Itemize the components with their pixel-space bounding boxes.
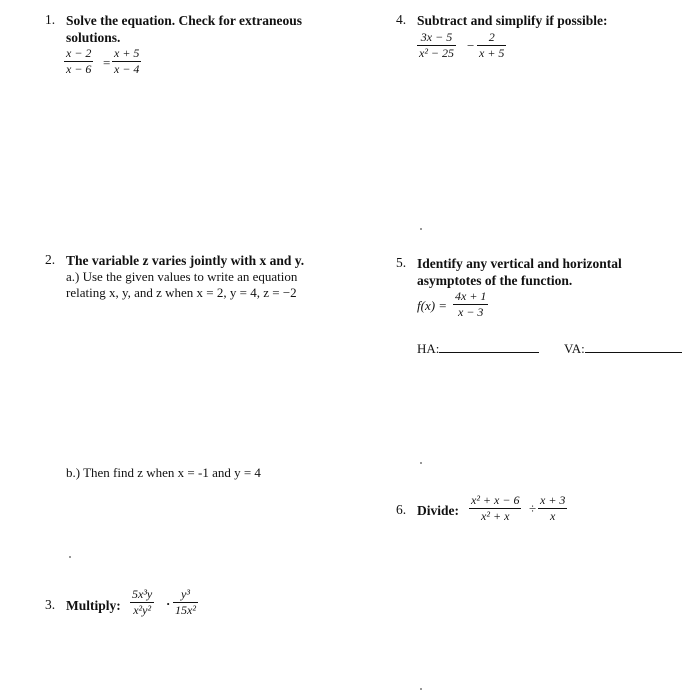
va-answer-line[interactable] (585, 341, 682, 353)
problem-2-part-a-line2: relating x, y, and z when x = 2, y = 4, z = −2 (66, 285, 297, 300)
vertical-asymptote-answer (564, 341, 682, 357)
problem-4-fraction-1 (417, 31, 456, 60)
fraction-numerator: 2 (488, 30, 495, 44)
scan-speck (420, 688, 422, 690)
problem-6-title: Divide: (417, 503, 459, 518)
fraction-denominator: x − 6 (66, 62, 92, 76)
fraction-numerator: x + 5 (114, 46, 140, 60)
problem-5-title-line1: Identify any vertical and horizontal (417, 256, 622, 271)
fraction-denominator: 15x² (175, 603, 196, 617)
problem-1-left-fraction (64, 47, 93, 76)
problem-6-fraction-2 (538, 494, 567, 523)
problem-2-title: The variable z varies jointly with x and y. (66, 253, 305, 268)
problem-6-fraction-1 (469, 494, 521, 523)
problem-5-title-line2: asymptotes of the function. (417, 273, 573, 288)
problem-2-number: 2. (45, 252, 56, 267)
problem-1-right-fraction (112, 47, 141, 76)
problem-1-title-line2: solutions. (66, 30, 121, 45)
problem-4-fraction-2 (477, 31, 506, 60)
fraction-numerator: x + 3 (540, 493, 566, 507)
fraction-numerator: x − 2 (66, 46, 92, 60)
fraction-denominator: x² + x (481, 509, 510, 523)
problem-4-number: 4. (396, 12, 407, 27)
problem-6-number: 6. (396, 502, 407, 517)
scan-speck (69, 556, 71, 558)
va-label: VA: (564, 341, 585, 356)
fraction-denominator: x²y² (133, 603, 152, 617)
problem-1-title-line1: Solve the equation. Check for extraneous (66, 13, 302, 28)
horizontal-asymptote-answer (417, 341, 539, 357)
ha-answer-line[interactable] (439, 341, 539, 353)
fraction-denominator: x − 3 (458, 305, 484, 319)
ha-label: HA: (417, 341, 440, 356)
minus-sign: − (467, 38, 475, 53)
problem-5-fraction (453, 290, 488, 319)
divide-sign: ÷ (529, 501, 537, 516)
fraction-numerator: 4x + 1 (455, 289, 487, 303)
problem-2-part-b: b.) Then find z when x = -1 and y = 4 (66, 465, 261, 480)
fraction-denominator: x² − 25 (419, 46, 455, 60)
fraction-numerator: 3x − 5 (420, 30, 453, 44)
problem-3-title: Multiply: (66, 598, 121, 613)
equals-sign: = (103, 55, 111, 70)
fraction-denominator: x (550, 509, 556, 523)
fraction-numerator: x² + x − 6 (471, 493, 520, 507)
fraction-denominator: x − 4 (114, 62, 140, 76)
fraction-numerator: y³ (181, 587, 190, 601)
multiply-dot: · (166, 596, 171, 611)
fraction-numerator: 5x³y (132, 587, 153, 601)
fraction-denominator: x + 5 (479, 46, 505, 60)
problem-1-number: 1. (45, 12, 56, 27)
problem-3-fraction-2 (173, 588, 198, 617)
problem-5-number: 5. (396, 255, 407, 270)
problem-3-fraction-1 (130, 588, 154, 617)
function-label: f(x) = (417, 298, 448, 313)
scan-speck (420, 228, 422, 230)
problem-2-part-a-line1: a.) Use the given values to write an equation (66, 269, 298, 284)
problem-3-number: 3. (45, 597, 56, 612)
scan-speck (420, 462, 422, 464)
problem-4-title: Subtract and simplify if possible: (417, 13, 608, 28)
